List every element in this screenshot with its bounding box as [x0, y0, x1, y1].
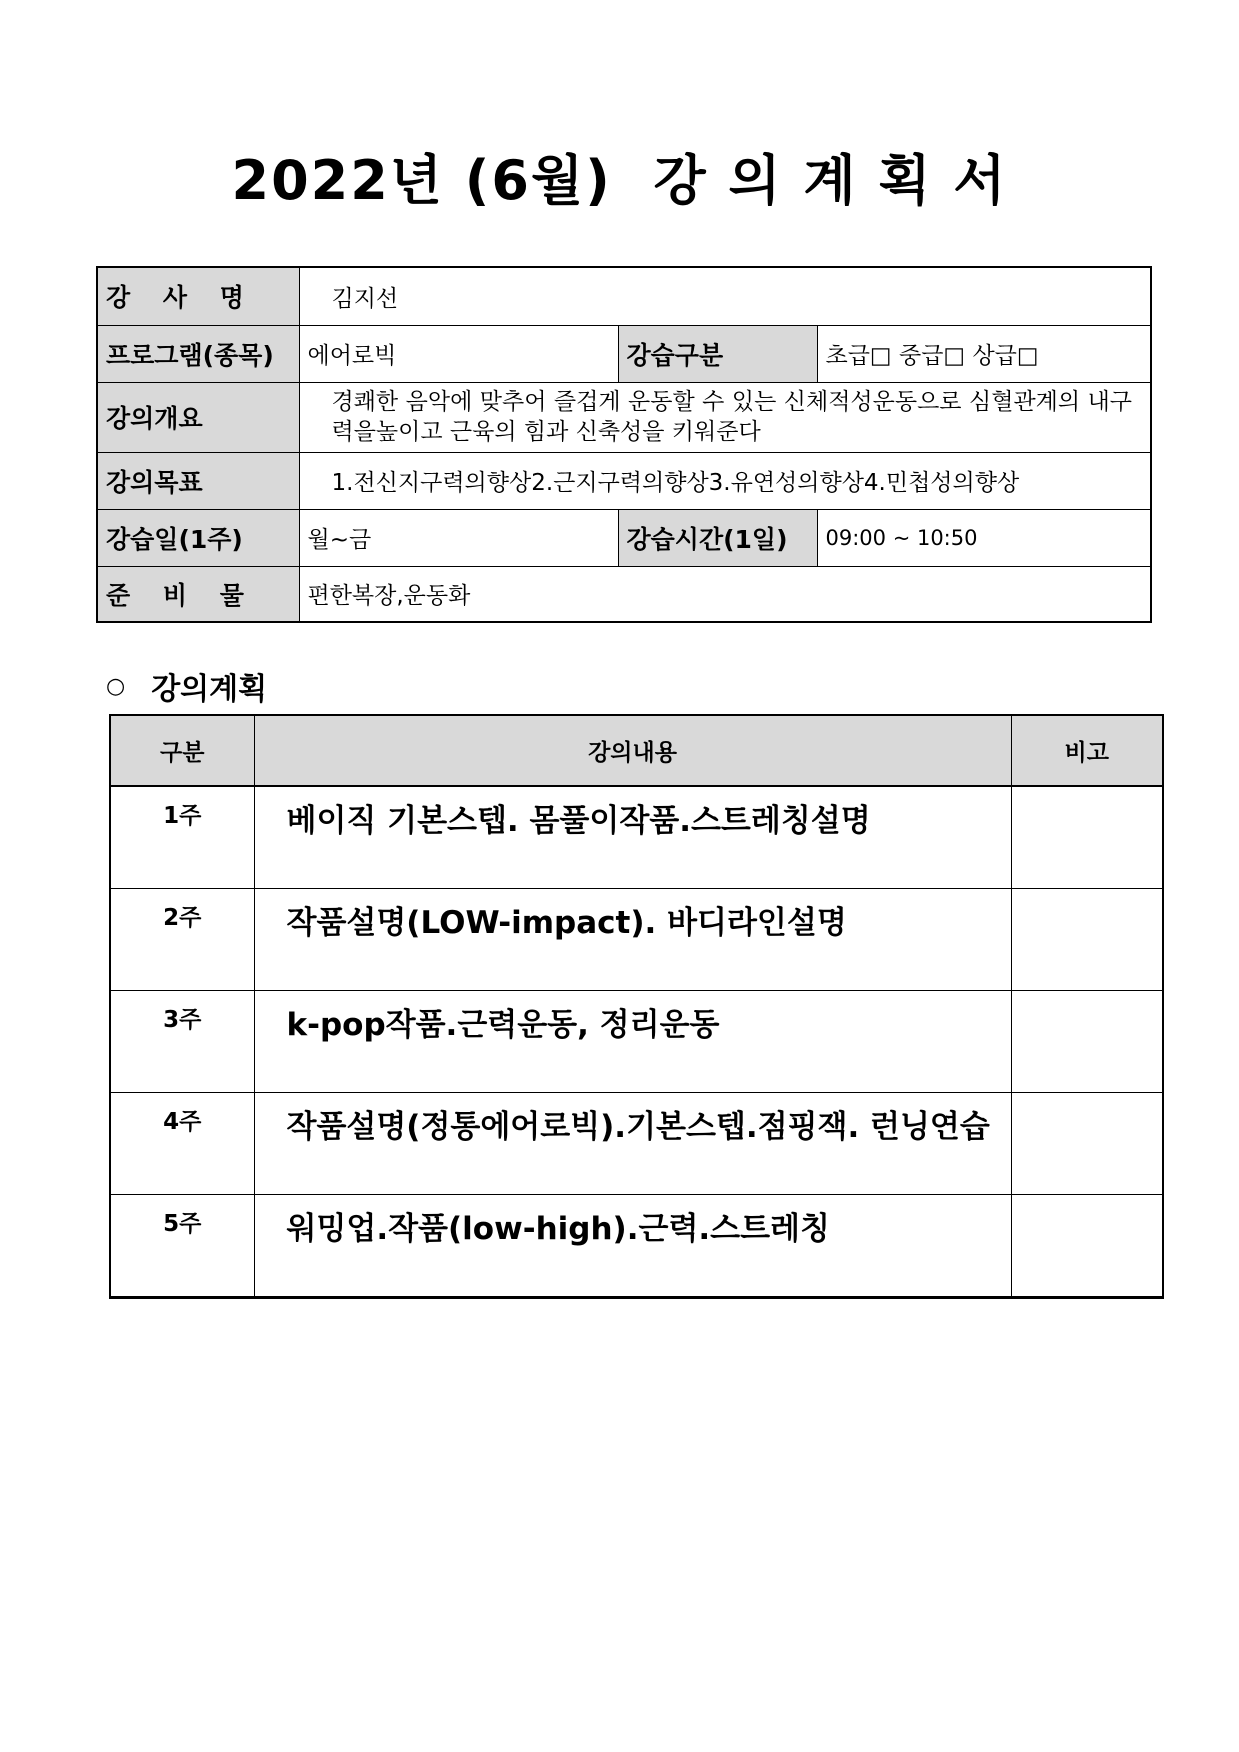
content-cell: 작품설명(LOW-impact). 바디라인설명: [254, 889, 1011, 991]
week-cell: 3주: [110, 991, 254, 1093]
content-cell: 워밍업.작품(low-high).근력.스트레칭: [254, 1195, 1011, 1298]
week-cell: 5주: [110, 1195, 254, 1298]
schedule-row: [97, 509, 1151, 566]
plan-table: [109, 714, 1164, 1299]
note-cell: [1011, 786, 1163, 889]
week-cell: 1주: [110, 786, 254, 889]
info-table: [96, 266, 1152, 623]
note-cell: [1011, 991, 1163, 1093]
level-value: 초급□ 중급□ 상급□: [817, 325, 1151, 382]
supplies-row: [97, 566, 1151, 622]
supplies-value: 편한복장,운동화: [299, 566, 1151, 622]
table-row: [110, 786, 1163, 889]
instructor-value: 김지선: [299, 267, 1151, 325]
week-cell: 2주: [110, 889, 254, 991]
time-value: 09:00 ~ 10:50: [817, 509, 1151, 566]
table-row: [110, 991, 1163, 1093]
program-label: 프로그램(종목): [97, 325, 299, 382]
time-label: 강습시간(1일): [618, 509, 817, 566]
days-label: 강습일(1주): [97, 509, 299, 566]
header-week: 구분: [110, 715, 254, 786]
plan-header-row: [110, 715, 1163, 786]
content-cell: 베이직 기본스텝. 몸풀이작품.스트레칭설명: [254, 786, 1011, 889]
section-heading: [106, 664, 267, 708]
table-row: [110, 889, 1163, 991]
section-heading-text: 강의계획: [151, 672, 268, 707]
note-cell: [1011, 1195, 1163, 1298]
content-cell: 작품설명(정통에어로빅).기본스텝.점핑잭. 런닝연습: [254, 1093, 1011, 1195]
overview-row: [97, 382, 1151, 452]
header-note: 비고: [1011, 715, 1163, 786]
supplies-label: 준 비 물: [97, 566, 299, 622]
page-title: 2022년 (6월) 강 의 계 획 서: [231, 149, 1008, 212]
program-value: 에어로빅: [299, 325, 618, 382]
instructor-row: [97, 267, 1151, 325]
content-cell: k-pop작품.근력운동, 정리운동: [254, 991, 1011, 1093]
overview-value: 경쾌한 음악에 맞추어 즐겁게 운동할 수 있는 신체적성운동으로 심혈관계의 내구력을높이고 근육의 힘과 신축성을 키워준다: [299, 382, 1151, 452]
table-row: [110, 1195, 1163, 1298]
program-row: [97, 325, 1151, 382]
note-cell: [1011, 889, 1163, 991]
header-content: 강의내용: [254, 715, 1011, 786]
goal-label: 강의목표: [97, 452, 299, 509]
week-cell: 4주: [110, 1093, 254, 1195]
table-row: [110, 1093, 1163, 1195]
note-cell: [1011, 1093, 1163, 1195]
overview-label: 강의개요: [97, 382, 299, 452]
goal-value: 1.전신지구력의향상2.근지구력의향상3.유연성의향상4.민첩성의향상: [299, 452, 1151, 509]
circle-bullet-icon: ○: [106, 673, 126, 699]
level-label: 강습구분: [618, 325, 817, 382]
goal-row: [97, 452, 1151, 509]
days-value: 월~금: [299, 509, 618, 566]
instructor-label: 강 사 명: [97, 267, 299, 325]
